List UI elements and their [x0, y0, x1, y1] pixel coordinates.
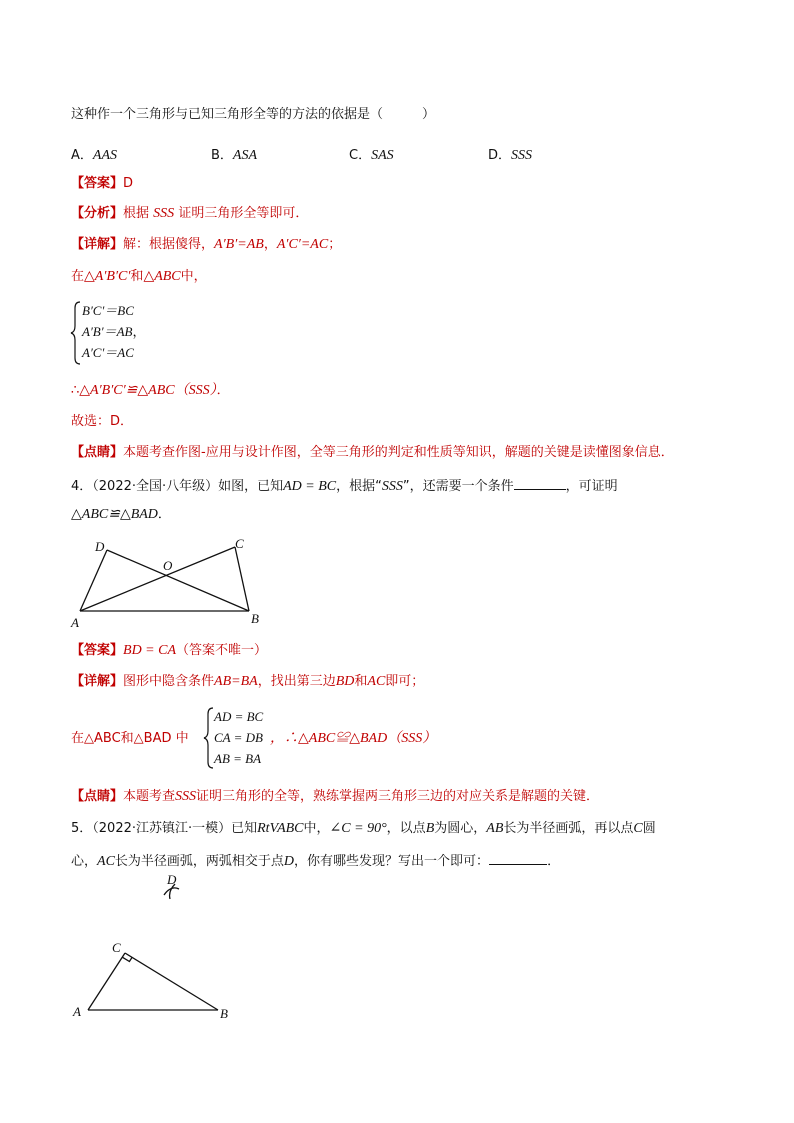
q5-stem-in: 中，	[303, 821, 330, 836]
q4-conclusion-expr: ，∴△ABC≌△BAD（SSS）	[270, 731, 437, 746]
option-d-letter: D．	[488, 148, 512, 163]
q4-detail-ac: AC	[367, 674, 386, 689]
q4-detail-pre: 图形中隐含条件	[123, 674, 215, 689]
system-eq2: A′B′＝AB，	[82, 324, 146, 339]
option-a[interactable]	[71, 144, 117, 164]
answer-value: D	[123, 176, 134, 191]
brace-q3	[70, 300, 82, 366]
right-angle-mark	[122, 957, 132, 961]
therefore-end: ．	[216, 383, 230, 398]
q3-comment	[71, 444, 674, 462]
q5-stem-pre: 5．（2022·江苏镇江·一模）已知	[71, 821, 258, 836]
q4-stem-pre: 4．（2022·全国·八年级）如图，已知	[71, 479, 284, 494]
q5-stem-b: B	[425, 821, 435, 836]
q3-analysis	[71, 205, 308, 223]
q4-detail-tag: 【详解】	[71, 674, 124, 689]
q4-detail-bd: BD	[335, 674, 355, 689]
q3-answer	[71, 175, 133, 193]
option-c-value: SAS	[371, 148, 394, 163]
comment-text: 本题考查作图-应用与设计作图，全等三角形的判定和性质等知识，解题的关键是读懂图象信息．	[123, 445, 674, 460]
q5-stem2-end: ．	[547, 854, 561, 869]
option-b-value: ASA	[232, 148, 258, 163]
option-c-letter: C．	[349, 148, 372, 163]
analysis-pre: 根据	[123, 206, 150, 221]
q5-answer-blank[interactable]	[489, 851, 547, 865]
q4-stem-eq: AD = BC	[283, 479, 337, 494]
q5-stem-end: 圆	[642, 821, 656, 836]
in-post: 中，	[180, 269, 207, 284]
system-eq1: B′C′＝BC	[82, 303, 134, 318]
option-d[interactable]	[488, 144, 532, 164]
option-a-value: AAS	[92, 148, 118, 163]
q4-stem	[71, 476, 618, 496]
segment-ac	[88, 953, 125, 1010]
q5-stem-mid: ，以点	[386, 821, 426, 836]
in-and: 和	[130, 269, 144, 284]
option-b-letter: B．	[211, 148, 233, 163]
analysis-sss: SSS	[153, 206, 175, 221]
q5-stem-c: C	[633, 821, 643, 836]
segment-cb	[125, 953, 218, 1010]
analysis-tag: 【分析】	[71, 206, 124, 221]
option-a-letter: A．	[71, 148, 93, 163]
q4-detail	[71, 673, 424, 691]
label-d: D	[95, 539, 105, 554]
q3-choose: 故选：D．	[71, 414, 134, 429]
q5-stem-angle: ∠C = 90°	[329, 821, 387, 836]
q5-stem-mid3: 长为半径画弧，再以点	[503, 821, 634, 836]
q5-stem2-mid: 长为半径画弧，两弧相交于点	[114, 854, 284, 869]
q4-stem-sss: SSS	[381, 479, 403, 494]
system-eq3: A′C′＝AC	[82, 345, 134, 360]
q4-detail-and: 和	[354, 674, 368, 689]
q4-system	[214, 706, 263, 769]
q4-detail-end: 即可；	[385, 674, 425, 689]
segment-bc	[235, 547, 249, 611]
q3-stem: 这种作一个三角形与已知三角形全等的方法的依据是（ ）	[71, 107, 436, 122]
label-c: C	[235, 536, 244, 551]
label-d: D	[167, 872, 177, 887]
option-b[interactable]	[211, 144, 257, 164]
detail-pre: 解：根据傻得，	[123, 237, 215, 252]
q4-system-eq3: AB = BA	[214, 751, 262, 766]
q5-stem-ab: AB	[486, 821, 504, 836]
q4-answer-expr: BD = CA	[123, 643, 177, 658]
q4-comment	[71, 788, 599, 806]
q4-stem2-expr: △ABC≌△BAD	[71, 507, 158, 522]
therefore-expr: △A′B′C′≌△ABC（SSS）	[79, 383, 217, 398]
q5-stem-rt: RtVABC	[257, 821, 304, 836]
q4-answer-note: （答案不唯一）	[176, 643, 268, 658]
q3-detail	[71, 236, 341, 254]
q4-comment-sss: SSS	[175, 789, 197, 804]
q4-stem-mid: ，根据“	[336, 479, 382, 494]
label-c: C	[112, 940, 121, 955]
segment-ac	[80, 547, 235, 611]
label-b: B	[251, 611, 259, 626]
q4-detail-eq: AB=BA	[214, 674, 258, 689]
label-b: B	[220, 1006, 228, 1021]
q3-in-triangles	[71, 268, 207, 286]
answer-tag: 【答案】	[71, 176, 124, 191]
q4-comment-tag: 【点睛】	[71, 789, 124, 804]
q4-answer-blank[interactable]	[514, 476, 566, 490]
q4-stem-post: ”，还需要一个条件	[402, 479, 514, 494]
q5-stem-line2	[71, 851, 560, 871]
detail-end: ；	[328, 237, 342, 252]
in-pre: 在	[71, 269, 85, 284]
in-tri1: △A′B′C′	[84, 269, 131, 284]
q4-in-text: 在△ABC和△BAD 中	[71, 731, 189, 746]
q4-stem-line2	[71, 506, 171, 524]
q4-conclusion	[270, 730, 436, 748]
q4-detail-mid: ，找出第三边	[257, 674, 336, 689]
q4-stem2-end: ．	[157, 507, 171, 522]
option-d-value: SSS	[511, 148, 533, 163]
q4-figure	[65, 533, 275, 633]
q5-stem2-post: ，你有哪些发现？写出一个即可：	[294, 854, 490, 869]
q4-stem-end: ，可证明	[565, 479, 618, 494]
label-a: A	[71, 615, 79, 630]
in-tri2: △ABC	[143, 269, 181, 284]
detail-tag: 【详解】	[71, 237, 124, 252]
q4-system-eq2: CA = DB	[214, 730, 263, 745]
q3-system	[82, 300, 145, 363]
q5-stem-mid2: 为圆心，	[434, 821, 487, 836]
q4-answer	[71, 642, 267, 660]
therefore-symbol: ∴	[71, 383, 80, 398]
q5-figure	[65, 870, 245, 1025]
q4-comment-pre: 本题考查	[123, 789, 176, 804]
option-c[interactable]	[349, 144, 394, 164]
q5-stem2-d: D	[283, 854, 295, 869]
q4-comment-post: 证明三角形的全等，熟练掌握两三角形三边的对应关系是解题的关键．	[196, 789, 600, 804]
detail-eq2: A′C′=AC	[276, 237, 329, 252]
q4-system-eq1: AD = BC	[214, 709, 264, 724]
detail-sep: ，	[263, 237, 277, 252]
detail-eq1: A′B′=AB	[214, 237, 264, 252]
q5-stem2-ac: AC	[97, 854, 115, 869]
q5-stem2-pre: 心，	[71, 854, 98, 869]
q5-stem	[71, 820, 656, 838]
segment-db	[107, 550, 249, 611]
analysis-post: 证明三角形全等即可．	[178, 206, 309, 221]
q3-therefore	[71, 382, 230, 400]
label-a: A	[73, 1004, 81, 1019]
q4-answer-tag: 【答案】	[71, 643, 124, 658]
comment-tag: 【点睛】	[71, 445, 124, 460]
label-o: O	[163, 558, 173, 573]
